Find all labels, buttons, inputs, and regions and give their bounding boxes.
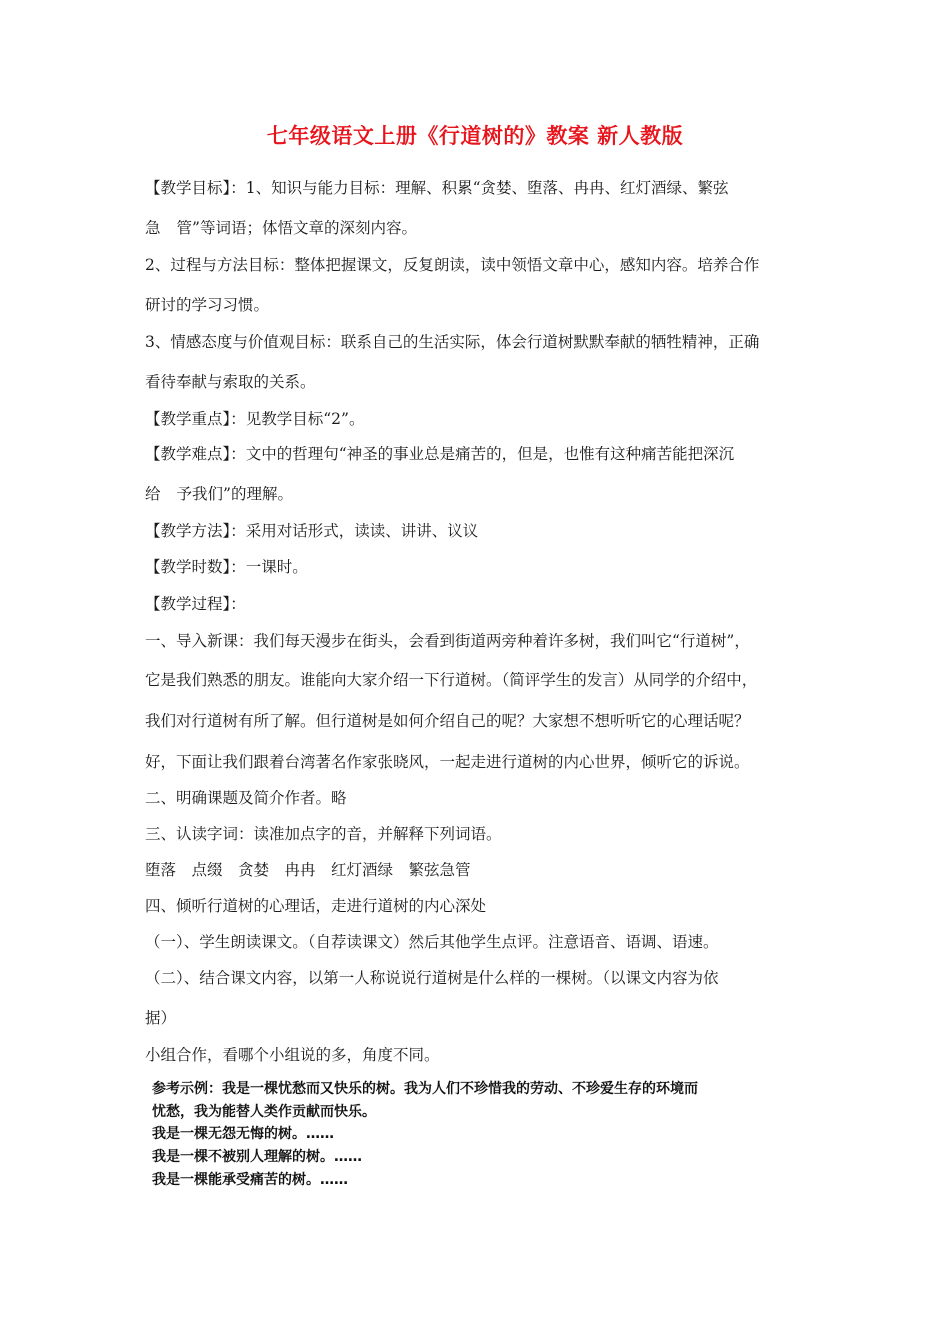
intro-line-1: 一、导入新课：我们每天漫步在街头，会看到街道两旁种着许多树，我们叫它“行道树”， [145,632,750,650]
objectives-line-1: 【教学目标】：1、知识与能力目标：理解、积累“贪婪、堕落、冉冉、红灯酒绿、繁弦 [145,179,729,197]
process-goal-line-2: 研讨的学习习惯。 [145,296,270,314]
hours-line: 【教学时数】：一课时。 [145,558,308,576]
text-fragment: 予我们”的理解。 [176,485,293,503]
reference-line: 我是一棵无怨无悔的树。…… [152,1126,334,1142]
process-goal-line-1: 2、过程与方法目标：整体把握课文，反复朗读，读中领悟文章中心，感知内容。培养合作 [145,256,760,274]
difficulty-line-1: 【教学难点】：文中的哲理句“神圣的事业总是痛苦的，但是，也惟有这种痛苦能把深沉 [145,445,735,463]
objectives-line-2 [145,218,417,238]
section-three-line: 三、认读字词：读准加点字的音，并解释下列词语。 [145,825,502,843]
step-one-line: （一）、学生朗读课文。（自荐读课文）然后其他学生点评。注意语音、语调、语速。 [145,933,719,951]
key-point-line: 【教学重点】：见教学目标“2”。 [145,410,365,428]
intro-line-4: 好，下面让我们跟着台湾著名作家张晓风，一起走进行道树的内心世界，倾听它的诉说。 [145,753,750,771]
document-title: 七年级语文上册《行道树的》教案 新人教版 [266,124,684,148]
text-fragment: 管”等词语；体悟文章的深刻内容。 [176,219,417,237]
reference-line: 忧愁，我为能替人类作贡献而快乐。 [152,1104,376,1120]
reference-line: 参考示例：我是一棵忧愁而又快乐的树。我为人们不珍惜我的劳动、不珍爱生存的环境而 [152,1081,698,1097]
process-heading: 【教学过程】： [145,595,246,613]
method-line: 【教学方法】：采用对话形式，读读、讲讲、议议 [145,522,479,540]
vocabulary-line: 堕落 点缀 贪婪 冉冉 红灯酒绿 繁弦急管 [145,861,471,879]
reference-line: 我是一棵能承受痛苦的树。…… [152,1172,348,1188]
group-work-line: 小组合作，看哪个小组说的多，角度不同。 [145,1046,440,1064]
section-two-line: 二、明确课题及简介作者。略 [145,789,347,807]
intro-line-2: 它是我们熟悉的朋友。谁能向大家介绍一下行道树。（简评学生的发言）从同学的介绍中， [145,671,758,689]
text-fragment: 给 [145,485,161,503]
section-four-line: 四、倾听行道树的心理话，走进行道树的内心深处 [145,897,487,915]
difficulty-line-2 [145,484,293,504]
step-two-line-1: （二）、结合课文内容，以第一人称说说行道树是什么样的一棵树。（以课文内容为依 [145,969,719,987]
reference-line: 我是一棵不被别人理解的树。…… [152,1149,362,1165]
text-fragment: 急 [145,219,161,237]
step-two-line-2: 据） [145,1009,177,1027]
emotion-goal-line-2: 看待奉献与索取的关系。 [145,373,316,391]
intro-line-3: 我们对行道树有所了解。但行道树是如何介绍自己的呢？大家想不想听听它的心理话呢？ [145,712,750,730]
emotion-goal-line-1: 3、情感态度与价值观目标：联系自己的生活实际，体会行道树默默奉献的牺牲精神，正确 [145,333,760,351]
